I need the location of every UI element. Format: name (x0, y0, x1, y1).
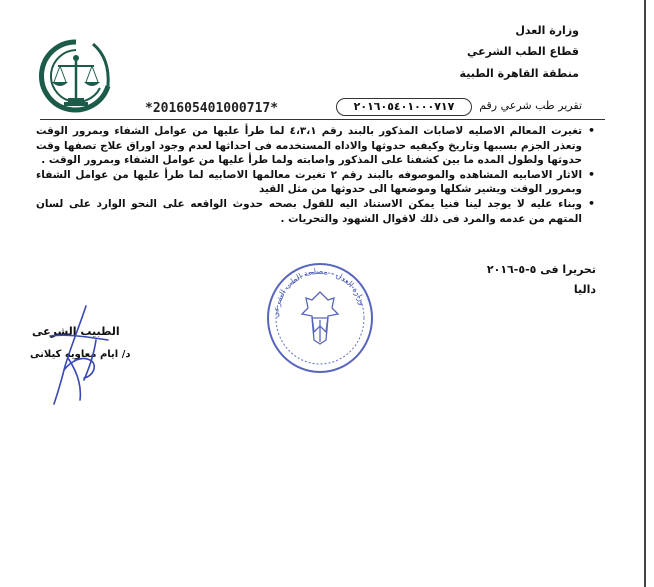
signatory-title: الطبيب الشرعى (32, 325, 120, 338)
handwritten-signature (24, 300, 134, 410)
body-paragraph: • وبناء عليه لا يوجد لينا فنيا يمكن الاستناد اليه للقول بصحه حدوث الواقعه على النحو الوارد على لسان المتهم من عدمه والمرد فى ذلك لاقوال الشهود والتحريات . (36, 197, 582, 226)
header-divider (40, 119, 605, 120)
report-number-box: ٢٠١٦٠٥٤٠١٠٠٠٧١٧ (336, 98, 472, 116)
body-paragraph: • الاثار الاصابيه المشاهده والموصوفه بالبند رقم ٢ تغيرت معالمها الاصابيه لما طرأ عليها من عوامل الشفاء وبمرور الوقت ويشير شكلها وموضعها الى حدوثها من مثل القيد (36, 168, 582, 197)
signatory-name: د/ ايام معاويه كيلانى (30, 349, 131, 360)
justice-emblem-logo (38, 38, 114, 118)
report-number-label: تقرير طب شرعي رقم (479, 99, 582, 112)
sector-name: قطاع الطب الشرعي (466, 45, 579, 58)
barcode-id: *201605401000717* (145, 101, 279, 116)
stamp-text: وزارة العدل - مصلحة الطب الشرعي (270, 266, 368, 319)
report-body (36, 124, 596, 226)
body-paragraph: • تغيرت المعالم الاصليه لاصابات المذكور بالبند رقم ٤،٣،١ لما طرأ عليها من عوامل الشفاء وبمرور الوقت وتعذر الجزم بسببها وتاريخ وكيفيه حدوثها والاداه المستخدمه فى احداثها لعدم وجود اوراق علاج تصفها وقت حدوثها ولطول المده ما بين كشفنا على المذكور واصابته ولما طرأ عليها من عوامل الشفاء وبمرور الوقت . (36, 124, 582, 168)
official-stamp (262, 258, 378, 378)
ministry-name: وزارة العدل (515, 24, 579, 37)
author-name: داليا (573, 283, 596, 296)
region-name: منطقة القاهرة الطبية (459, 67, 579, 80)
issue-date: تحريرا فى ٥-٥-٢٠١٦ (486, 263, 596, 276)
page-edge-shadow (644, 0, 646, 587)
